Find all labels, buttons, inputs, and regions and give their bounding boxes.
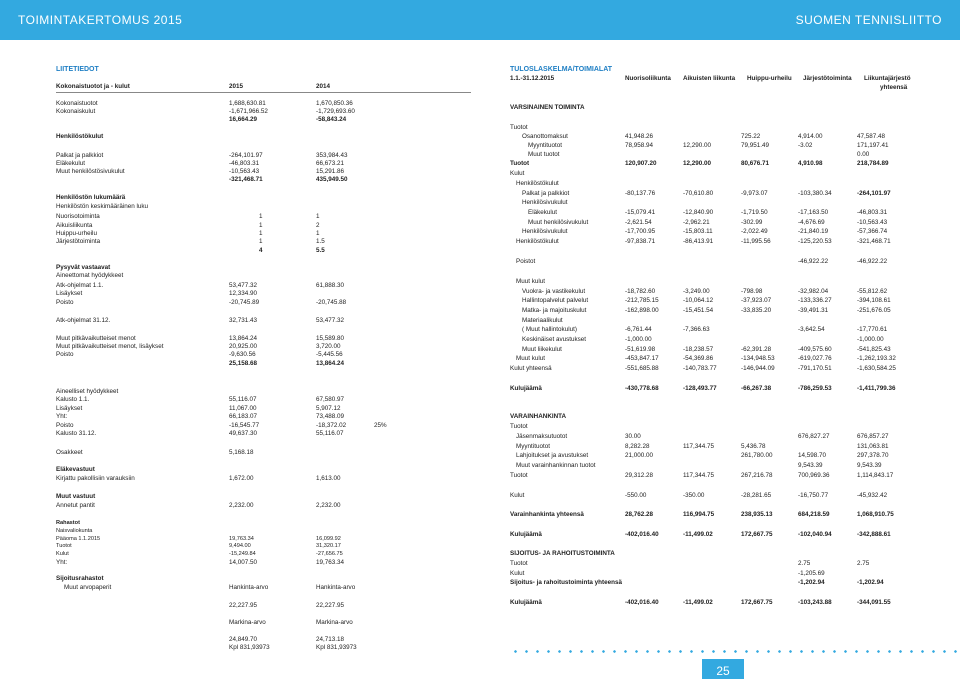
left-row-value-2015: -9,630.56 bbox=[229, 351, 256, 358]
left-row-value-2014: 5.5 bbox=[316, 247, 325, 254]
left-row-value-2014: 1,670,850.36 bbox=[316, 100, 353, 107]
right-row-value-col2: 79,951.49 bbox=[741, 142, 770, 149]
right-row-value-col2: 5,436.78 bbox=[741, 443, 766, 450]
right-row-value-col0: 29,312.28 bbox=[625, 472, 654, 479]
right-row-label: Sijoitus- ja rahoitustoiminta yhteensä bbox=[510, 579, 622, 586]
left-row-label: Kalusto 31.12. bbox=[56, 430, 97, 437]
left-row-label: Lisäykset bbox=[56, 405, 83, 412]
left-row-value-2015: 1 bbox=[259, 222, 263, 229]
right-row-value-col0: -453,847.17 bbox=[625, 355, 659, 362]
left-row-value-2015: 4 bbox=[259, 247, 263, 254]
right-row-value-col4: -46,922.22 bbox=[857, 258, 888, 265]
right-row-label: Muut varainhankinnan tuotot bbox=[516, 462, 596, 469]
right-row-value-col0: -18,782.60 bbox=[625, 288, 656, 295]
left-row-label: Järjestötoiminta bbox=[56, 238, 101, 245]
right-row-value-col1: -3,249.00 bbox=[683, 288, 710, 295]
left-row-value-2015: 12,334.90 bbox=[229, 290, 258, 297]
left-row-value-2014: 24,713.18 bbox=[316, 636, 345, 643]
left-row-value-2015: 20,925.00 bbox=[229, 343, 258, 350]
right-row-value-col0: -17,700.95 bbox=[625, 228, 656, 235]
right-row-value-col2: 725.22 bbox=[741, 133, 761, 140]
right-row-value-col0: -402,016.40 bbox=[625, 599, 659, 606]
right-row-value-col0: 21,000.00 bbox=[625, 452, 654, 459]
right-col-header-2: Huippu-urheilu bbox=[747, 75, 792, 82]
left-row-value-2015: 16,664.29 bbox=[229, 116, 258, 123]
right-row-label: Poistot bbox=[516, 258, 536, 265]
right-row-value-col1: -15,803.11 bbox=[683, 228, 713, 235]
right-row-value-col4: -17,770.61 bbox=[857, 326, 888, 333]
left-row-value-2014: 1 bbox=[316, 230, 320, 237]
right-row-value-col4: -344,091.55 bbox=[857, 599, 891, 606]
right-row-label: Henkilösivukulut bbox=[522, 228, 568, 235]
left-row-value-2015: 1 bbox=[259, 238, 263, 245]
left-row-label: Aineelliset hyödykkeet bbox=[56, 388, 119, 395]
right-row-value-col0: -80,137.76 bbox=[625, 190, 656, 197]
left-row-value-2014: 2 bbox=[316, 222, 320, 229]
right-row-label: Varainhankinta yhteensä bbox=[510, 511, 584, 518]
right-row-value-col2: -66,267.38 bbox=[741, 385, 772, 392]
left-row-value-2015: -46,803.31 bbox=[229, 160, 260, 167]
right-row-value-col3: -46,922.22 bbox=[798, 258, 829, 265]
right-row-value-col3: -1,205.69 bbox=[798, 570, 825, 577]
right-row-value-col4: -394,108.61 bbox=[857, 297, 891, 304]
right-row-value-col4: -1,202.94 bbox=[857, 579, 884, 586]
left-row-label: Poisto bbox=[56, 299, 74, 306]
left-row-label: Kalusto 1.1. bbox=[56, 396, 90, 403]
right-row-value-col4: 131,063.81 bbox=[857, 443, 889, 450]
right-row-value-col3: -791,170.51 bbox=[798, 365, 832, 372]
left-row-value-2015: Markina-arvo bbox=[229, 619, 266, 626]
left-row-value-2014: 55,116.07 bbox=[316, 430, 344, 437]
right-row-value-col2: -9,973.07 bbox=[741, 190, 768, 197]
right-row-label: Vuokra- ja vastikekulut bbox=[522, 288, 586, 295]
right-row-label: Eläkekulut bbox=[528, 209, 558, 216]
left-row-value-2015: 19,763.34 bbox=[229, 536, 254, 542]
left-row-label: Osakkeet bbox=[56, 449, 83, 456]
right-row-value-col1: -2,962.21 bbox=[683, 219, 710, 226]
right-row-label: Kulut bbox=[510, 492, 525, 499]
left-row-label: Eläkekulut bbox=[56, 160, 86, 167]
left-row-value-2015: 14,007.50 bbox=[229, 559, 258, 566]
right-row-value-col4: -45,932.42 bbox=[857, 492, 888, 499]
left-row-label: Muut pitkävaikutteiset menot bbox=[56, 335, 136, 342]
right-row-label: Palkat ja palkkiot bbox=[522, 190, 570, 197]
right-row-label: Kulujäämä bbox=[510, 531, 542, 538]
left-row-value-2014: 435,949.50 bbox=[316, 176, 348, 183]
right-row-value-col4: 47,587.48 bbox=[857, 133, 886, 140]
left-row-label: Aikuisliikunta bbox=[56, 222, 93, 229]
right-row-value-col4: -46,803.31 bbox=[857, 209, 888, 216]
right-row-label: Materiaalikulut bbox=[522, 317, 563, 324]
right-row-value-col2: -28,281.65 bbox=[741, 492, 772, 499]
left-row-note: 25% bbox=[374, 422, 387, 429]
right-row-value-col4: -1,000.00 bbox=[857, 336, 884, 343]
right-row-value-col4: -1,262,193.32 bbox=[857, 355, 896, 362]
right-row-value-col0: -162,898.00 bbox=[625, 307, 659, 314]
left-row-value-2014: 61,888.30 bbox=[316, 282, 345, 289]
right-row-value-col3: -786,259.53 bbox=[798, 385, 832, 392]
right-row-value-col0: -550.00 bbox=[625, 492, 647, 499]
right-period: 1.1.-31.12.2015 bbox=[510, 75, 555, 82]
right-row-value-col3: -39,491.31 bbox=[798, 307, 829, 314]
right-row-value-col3: -17,163.50 bbox=[798, 209, 829, 216]
right-row-label: Henkilösivukulut bbox=[522, 199, 568, 206]
left-row-value-2015: -321,468.71 bbox=[229, 176, 263, 183]
right-row-value-col2: -33,835.20 bbox=[741, 307, 772, 314]
left-row-value-2015: 1,688,630.81 bbox=[229, 100, 266, 107]
left-row-value-2014: Hankinta-arvo bbox=[316, 584, 356, 591]
left-row-value-2015: 9,494.00 bbox=[229, 543, 251, 549]
left-row-value-2014: 66,673.21 bbox=[316, 160, 345, 167]
right-row-value-col3: 2.75 bbox=[798, 560, 811, 567]
left-row-label: Poisto bbox=[56, 422, 74, 429]
left-row-label: Muut henkilöstösivukulut bbox=[56, 168, 125, 175]
right-row-value-col1: 12,290.00 bbox=[683, 160, 712, 167]
right-row-value-col3: -103,243.88 bbox=[798, 599, 832, 606]
right-row-value-col3: 676,827.27 bbox=[798, 433, 830, 440]
left-row-value-2014: -27,656.75 bbox=[316, 551, 343, 557]
right-section-title: TULOSLASKELMA/TOIMIALAT bbox=[510, 66, 613, 73]
left-row-label: Atk-ohjelmat 1.1. bbox=[56, 282, 104, 289]
left-row-label: Kokonaiskulut bbox=[56, 108, 96, 115]
right-row-value-col4: 9,543.39 bbox=[857, 462, 882, 469]
left-row-value-2014: 31,320.17 bbox=[316, 543, 341, 549]
right-row-value-col1: -15,451.54 bbox=[683, 307, 714, 314]
left-row-label: Henkilöstön lukumäärä bbox=[56, 194, 126, 201]
left-row-value-2014: -5,445.56 bbox=[316, 351, 343, 358]
left-row-label: Atk-ohjelmat 31.12. bbox=[56, 317, 111, 324]
left-row-value-2015: Kpl 831,93973 bbox=[229, 644, 270, 651]
right-row-value-col2: -302.99 bbox=[741, 219, 763, 226]
left-row-value-2015: 24,849.70 bbox=[229, 636, 258, 643]
right-row-value-col4: -251,676.05 bbox=[857, 307, 891, 314]
right-row-value-col2: -37,923.07 bbox=[741, 297, 772, 304]
right-row-value-col2: -146,944.09 bbox=[741, 365, 775, 372]
right-row-label: Osanottomaksut bbox=[522, 133, 568, 140]
left-row-value-2014: 3,720.00 bbox=[316, 343, 341, 350]
right-row-value-col1: -70,610.80 bbox=[683, 190, 714, 197]
right-row-value-col3: -1,202.94 bbox=[798, 579, 825, 586]
right-row-value-col0: -97,838.71 bbox=[625, 238, 656, 245]
right-row-label: Tuotot bbox=[510, 560, 528, 567]
left-row-value-2015: 11,067.00 bbox=[229, 405, 257, 412]
right-row-value-col3: 700,969.36 bbox=[798, 472, 830, 479]
left-row-label: Muut vastuut bbox=[56, 493, 96, 500]
right-row-value-col4: 297,378.70 bbox=[857, 452, 889, 459]
left-row-label: Yht: bbox=[56, 559, 68, 566]
right-row-value-col4: -57,366.74 bbox=[857, 228, 888, 235]
left-row-value-2015: 25,158.68 bbox=[229, 360, 258, 367]
right-row-value-col0: -430,778.68 bbox=[625, 385, 659, 392]
dotted-divider bbox=[510, 650, 960, 653]
left-row-value-2014: 15,589.80 bbox=[316, 335, 345, 342]
right-row-value-col1: -11,499.02 bbox=[683, 531, 713, 538]
right-row-value-col3: -133,336.27 bbox=[798, 297, 832, 304]
right-row-label: VARSINAINEN TOIMINTA bbox=[510, 104, 585, 111]
right-row-value-col4: 1,068,910.75 bbox=[857, 511, 894, 518]
right-row-value-col3: -102,040.94 bbox=[798, 531, 832, 538]
left-row-value-2015: -16,545.77 bbox=[229, 422, 260, 429]
right-row-value-col3: -16,750.77 bbox=[798, 492, 829, 499]
left-section-title: LIITETIEDOT bbox=[56, 66, 99, 73]
right-row-value-col4: -1,630,584.25 bbox=[857, 365, 896, 372]
left-row-label: Henkilöstökulut bbox=[56, 133, 104, 140]
right-row-value-col4: -55,812.62 bbox=[857, 288, 888, 295]
right-row-value-col3: -3,642.54 bbox=[798, 326, 825, 333]
left-row-value-2015: 1 bbox=[259, 230, 263, 237]
right-row-value-col3: -103,380.34 bbox=[798, 190, 832, 197]
left-row-label: Muut arvopaperit bbox=[64, 584, 112, 591]
left-row-label: Tuotot bbox=[56, 543, 72, 549]
left-row-label: Yht: bbox=[56, 413, 68, 420]
right-row-label: Kulut yhteensä bbox=[510, 365, 552, 372]
right-row-value-col0: -551,685.88 bbox=[625, 365, 659, 372]
right-col-header-4: Liikuntajärjestö bbox=[864, 75, 911, 82]
right-row-value-col4: -264,101.97 bbox=[857, 190, 891, 197]
left-col-header-2015: 2015 bbox=[229, 83, 244, 90]
right-row-value-col3: 684,218.59 bbox=[798, 511, 830, 518]
right-row-label: Muut kulut bbox=[516, 278, 546, 285]
right-row-value-col2: -11,995.56 bbox=[741, 238, 771, 245]
right-row-label: Hallintopalvelut palvelut bbox=[522, 297, 589, 304]
right-row-value-col0: -2,621.54 bbox=[625, 219, 652, 226]
left-row-value-2015: 5,168.18 bbox=[229, 449, 254, 456]
left-row-value-2014: 19,763.34 bbox=[316, 559, 345, 566]
left-row-value-2015: 53,477.32 bbox=[229, 282, 258, 289]
right-row-label: Kulujäämä bbox=[510, 599, 542, 606]
left-row-value-2014: 5,907.12 bbox=[316, 405, 341, 412]
right-row-label: Henkilöstökulut bbox=[516, 238, 559, 245]
right-row-label: Kulut bbox=[510, 570, 525, 577]
right-col-header-0: Nuorisoliikunta bbox=[625, 75, 671, 82]
right-row-value-col0: 8,282.28 bbox=[625, 443, 650, 450]
right-row-value-col0: 30.00 bbox=[625, 433, 641, 440]
right-row-value-col3: -21,840.19 bbox=[798, 228, 829, 235]
right-row-value-col4: 1,114,843.17 bbox=[857, 472, 894, 479]
right-row-value-col4: -321,468.71 bbox=[857, 238, 891, 245]
left-row-value-2014: 22,227.95 bbox=[316, 602, 345, 609]
left-row-value-2015: -264,101.97 bbox=[229, 152, 263, 159]
right-row-value-col1: -54,369.86 bbox=[683, 355, 714, 362]
header-right-title: SUOMEN TENNISLIITTO bbox=[795, 13, 942, 27]
left-row-value-2014: Kpl 831,93973 bbox=[316, 644, 357, 651]
left-row-value-2015: Hankinta-arvo bbox=[229, 584, 269, 591]
right-row-value-col0: 41,948.26 bbox=[625, 133, 654, 140]
right-row-value-col0: 78,958.94 bbox=[625, 142, 654, 149]
right-row-label: Tuotot bbox=[510, 423, 528, 430]
right-row-label: Lahjoitukset ja avustukset bbox=[516, 452, 589, 459]
header-bar bbox=[0, 0, 960, 40]
right-row-label: Tuotot bbox=[510, 472, 528, 479]
left-row-value-2014: 73,488.09 bbox=[316, 413, 345, 420]
right-row-value-col4: 0.00 bbox=[857, 151, 870, 158]
left-row-value-2015: 49,637.30 bbox=[229, 430, 258, 437]
left-row-label: Pääoma 1.1.2015 bbox=[56, 536, 101, 542]
left-row-value-2014: 1,613.00 bbox=[316, 475, 341, 482]
right-col-header-1: Aikuisten liikunta bbox=[683, 75, 736, 82]
left-row-label: Poisto bbox=[56, 351, 74, 358]
left-row-label: Lisäykset bbox=[56, 290, 83, 297]
left-row-value-2015: -15,249.84 bbox=[229, 551, 256, 557]
left-row-value-2014: -20,745.88 bbox=[316, 299, 347, 306]
left-row-label: Eläkevastuut bbox=[56, 466, 95, 473]
right-row-value-col0: -402,016.40 bbox=[625, 531, 659, 538]
left-row-label: Rahastot bbox=[56, 520, 80, 526]
left-row-value-2014: 13,864.24 bbox=[316, 360, 345, 367]
right-row-value-col2: -2,022.49 bbox=[741, 228, 768, 235]
right-row-value-col1: 117,344.75 bbox=[683, 472, 715, 479]
left-row-value-2015: -10,563.43 bbox=[229, 168, 260, 175]
right-row-label: Matka- ja majoituskulut bbox=[522, 307, 587, 314]
left-row-label: Annetut pantit bbox=[56, 502, 95, 509]
left-row-label: Huippu-urheilu bbox=[56, 230, 97, 237]
right-row-value-col1: -7,366.63 bbox=[683, 326, 710, 333]
left-row-value-2014: 1 bbox=[316, 213, 320, 220]
right-row-value-col3: 9,543.39 bbox=[798, 462, 823, 469]
left-row-value-2014: 67,580.97 bbox=[316, 396, 345, 403]
right-row-value-col2: 172,667.75 bbox=[741, 531, 773, 538]
right-row-value-col2: -134,948.53 bbox=[741, 355, 775, 362]
right-row-label: Kulut bbox=[510, 170, 525, 177]
right-row-value-col4: 676,857.27 bbox=[857, 433, 889, 440]
right-row-value-col3: -409,575.60 bbox=[798, 346, 832, 353]
right-row-value-col3: 4,914.00 bbox=[798, 133, 823, 140]
left-row-label: Sijoitusrahastot bbox=[56, 575, 104, 582]
left-row-label: Aineettomat hyödykkeet bbox=[56, 272, 124, 279]
page-number: 25 bbox=[702, 659, 744, 679]
left-row-value-2015: 1,672.00 bbox=[229, 475, 254, 482]
right-row-value-col1: 116,994.75 bbox=[683, 511, 715, 518]
right-row-value-col1: -12,840.90 bbox=[683, 209, 714, 216]
right-row-value-col2: 238,935.13 bbox=[741, 511, 773, 518]
right-row-value-col1: -18,238.57 bbox=[683, 346, 714, 353]
right-row-label: Tuotot bbox=[510, 124, 528, 131]
left-row-value-2014: -1,729,693.60 bbox=[316, 108, 355, 115]
right-row-value-col0: -212,785.15 bbox=[625, 297, 659, 304]
right-row-value-col1: 117,344.75 bbox=[683, 443, 715, 450]
right-row-label: Tuotot bbox=[510, 160, 530, 167]
left-row-label: Muut pitkävaikutteiset menot, lisäykset bbox=[56, 343, 164, 350]
right-row-value-col0: 28,762.28 bbox=[625, 511, 654, 518]
right-row-label: Muut liikekulut bbox=[522, 346, 562, 353]
left-col-header-2014: 2014 bbox=[316, 83, 331, 90]
right-row-value-col4: 218,784.89 bbox=[857, 160, 889, 167]
right-row-label: Myyntituotot bbox=[528, 142, 562, 149]
right-row-value-col2: -1,719.50 bbox=[741, 209, 768, 216]
right-row-label: Muut kulut bbox=[516, 355, 546, 362]
left-row-label: Henkilöstön keskimääräinen luku bbox=[56, 203, 149, 210]
left-row-value-2014: 1.5 bbox=[316, 238, 325, 245]
right-row-value-col1: -128,493.77 bbox=[683, 385, 717, 392]
header-left-title: TOIMINTAKERTOMUS 2015 bbox=[18, 13, 183, 27]
right-row-value-col1: -350.00 bbox=[683, 492, 705, 499]
right-row-label: SIJOITUS- JA RAHOITUSTOIMINTA bbox=[510, 550, 615, 557]
left-row-value-2014: 353,984.43 bbox=[316, 152, 348, 159]
right-row-value-col3: -125,220.53 bbox=[798, 238, 832, 245]
left-row-label: Pysyvät vastaavat bbox=[56, 264, 111, 271]
left-row-value-2015: -1,671,966.52 bbox=[229, 108, 268, 115]
right-row-label: Keskinäiset avustukset bbox=[522, 336, 587, 343]
right-col-header-3: Järjestötoiminta bbox=[803, 75, 852, 82]
right-row-value-col2: 261,780.00 bbox=[741, 452, 773, 459]
right-row-value-col1: -10,064.12 bbox=[683, 297, 714, 304]
right-row-value-col3: -619,027.76 bbox=[798, 355, 832, 362]
right-row-value-col2: 172,667.75 bbox=[741, 599, 773, 606]
left-row-value-2015: 66,183.07 bbox=[229, 413, 258, 420]
right-row-value-col4: -10,563.43 bbox=[857, 219, 888, 226]
right-row-value-col4: -342,888.61 bbox=[857, 531, 891, 538]
left-row-label: Kulut bbox=[56, 551, 69, 557]
left-row-value-2015: 32,731.43 bbox=[229, 317, 258, 324]
left-row-label: Kirjattu pakollisiin varauksiin bbox=[56, 475, 135, 482]
right-row-label: Muut tuotot bbox=[528, 151, 560, 158]
left-row-value-2014: 16,099.92 bbox=[316, 536, 341, 542]
right-row-label: VARAINHANKINTA bbox=[510, 413, 567, 420]
left-row-label: Nuorisotoiminta bbox=[56, 213, 100, 220]
left-row-value-2015: 1 bbox=[259, 213, 263, 220]
right-row-value-col3: 4,910.98 bbox=[798, 160, 823, 167]
right-row-value-col1: -11,499.02 bbox=[683, 599, 713, 606]
right-row-value-col2: 80,676.71 bbox=[741, 160, 770, 167]
right-row-label: Henkilöstökulut bbox=[516, 180, 559, 187]
right-row-value-col4: 171,197.41 bbox=[857, 142, 889, 149]
right-row-value-col0: 120,907.20 bbox=[625, 160, 657, 167]
right-row-value-col4: -1,411,799.36 bbox=[857, 385, 896, 392]
right-row-value-col1: -140,783.77 bbox=[683, 365, 717, 372]
right-row-value-col3: -3.02 bbox=[798, 142, 813, 149]
right-row-value-col1: -86,413.91 bbox=[683, 238, 714, 245]
left-row-value-2015: 2,232.00 bbox=[229, 502, 254, 509]
left-row-value-2015: 13,864.24 bbox=[229, 335, 258, 342]
left-row-value-2014: -18,372.02 bbox=[316, 422, 347, 429]
left-row-value-2015: -20,745.89 bbox=[229, 299, 260, 306]
left-row-value-2015: 22,227.95 bbox=[229, 602, 258, 609]
right-row-label: ( Muut hallintokulut) bbox=[522, 326, 577, 333]
left-row-value-2014: 15,291.86 bbox=[316, 168, 345, 175]
right-row-label: Jäsenmaksutuotot bbox=[516, 433, 568, 440]
left-row-label: Kokonaistuotot bbox=[56, 100, 98, 107]
right-row-value-col3: 14,598.70 bbox=[798, 452, 827, 459]
right-row-value-col3: -32,982.04 bbox=[798, 288, 829, 295]
left-col-header-label: Kokonaistuotot ja - kulut bbox=[56, 83, 130, 90]
right-row-value-col2: -798.98 bbox=[741, 288, 763, 295]
right-row-value-col4: 2.75 bbox=[857, 560, 870, 567]
right-row-value-col0: -6,761.44 bbox=[625, 326, 652, 333]
left-row-value-2014: -58,843.24 bbox=[316, 116, 347, 123]
right-row-value-col2: -62,391.28 bbox=[741, 346, 772, 353]
right-row-value-col0: -51,619.98 bbox=[625, 346, 656, 353]
right-row-label: Kulujäämä bbox=[510, 385, 542, 392]
right-row-value-col4: -541,825.43 bbox=[857, 346, 891, 353]
left-row-value-2014: 2,232.00 bbox=[316, 502, 341, 509]
right-row-value-col1: 12,290.00 bbox=[683, 142, 712, 149]
right-row-value-col2: 267,216.78 bbox=[741, 472, 773, 479]
right-row-label: Muut henkilösivukulut bbox=[528, 219, 589, 226]
right-col-header-4-extra: yhteensä bbox=[880, 84, 908, 91]
right-row-value-col0: -15,079.41 bbox=[625, 209, 656, 216]
left-row-value-2014: 53,477.32 bbox=[316, 317, 345, 324]
left-row-value-2015: 55,116.07 bbox=[229, 396, 257, 403]
right-row-value-col3: -4,676.69 bbox=[798, 219, 825, 226]
left-row-label: Palkat ja palkkiot bbox=[56, 152, 104, 159]
right-row-value-col0: -1,000.00 bbox=[625, 336, 652, 343]
right-row-label: Myyntituotot bbox=[516, 443, 550, 450]
left-header-rule bbox=[56, 92, 471, 93]
left-row-value-2014: Markina-arvo bbox=[316, 619, 353, 626]
left-row-label: Naisvaliokunta bbox=[56, 528, 93, 534]
